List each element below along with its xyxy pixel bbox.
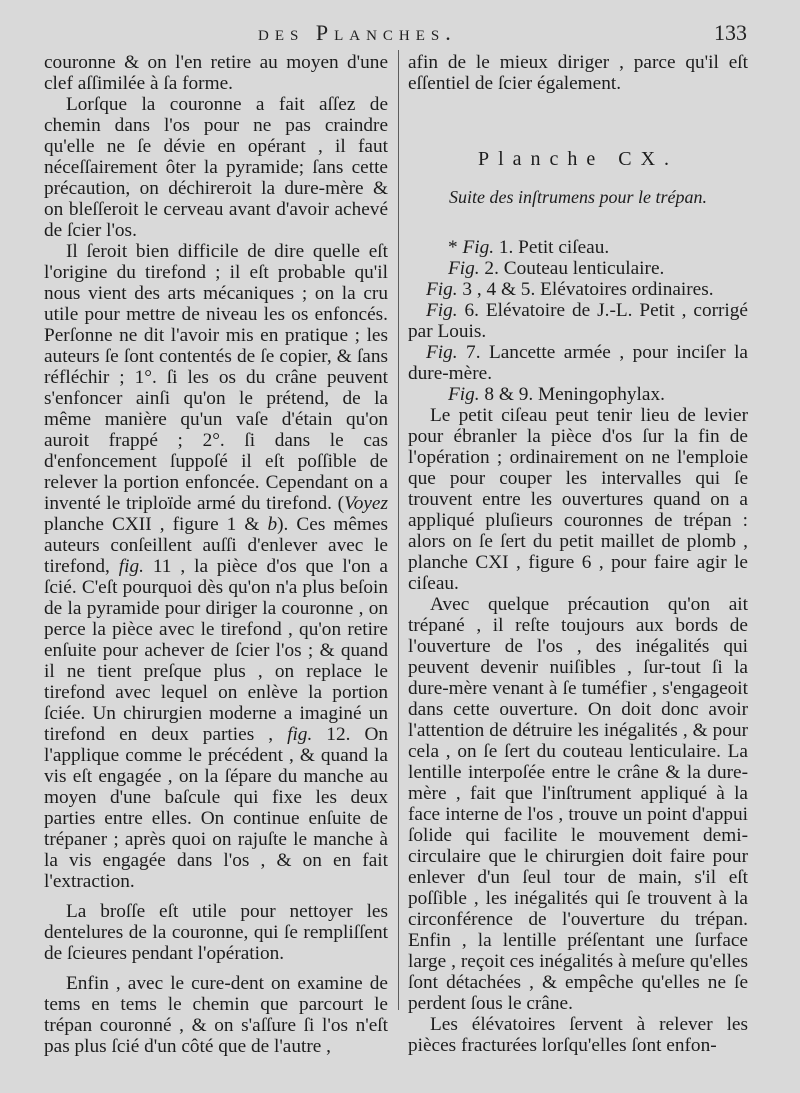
figure-label: Fig. [462,237,495,258]
figure-label: Fig. [426,300,458,321]
figure-text: 7. Lancette armée , pour inciſer la dure-mère. [408,342,748,384]
paragraph: afin de le mieux diriger , parce qu'il eſt eſſentiel de ſcier également. [408,52,748,94]
figure-marker: * [448,237,463,258]
text-run: fig. [287,724,313,745]
plate-subtitle: Suite des inſtrumens pour le trépan. [449,187,707,207]
figure-text: 8 & 9. Meningophylax. [479,384,665,405]
column-divider [398,50,399,1010]
paragraph: couronne & on l'en retire au moyen d'une clef aſſimilée à ſa forme. [44,52,388,94]
figure-list [408,237,748,405]
figure-label: Fig. [426,279,458,300]
plate-title: Planche CX. [477,148,679,170]
text-run: 12. On l'applique comme le précédent , & quand la vis eſt engagée , on la ſépare du manche au moyen d'une baſcule qui fixe les deux parties entre elles. On continue enſuite de trépaner ; après quoi on rajuſte le manche à la vis engagée dans l'os , & on en fait l'extraction. [44,724,389,892]
figure-item [408,300,748,342]
text-run: Voyez [344,493,388,514]
left-column [44,52,388,1057]
figure-label: Fig. [448,384,480,405]
text-run: planche CXII , figure 1 & [44,514,268,535]
text-run: Il ſeroit bien difficile de dire quelle eſt l'origine du tirefond ; il eſt probable qu'il nous vient des arts mécaniques ; on la cru utile pour mettre de niveau les os enfoncés. Perſonne ne dit l'avoir mis en pratique ; les auteurs ſe ſont contentés de ſe copier, & ſans réfléchir ; 1°. ſi les os du crâne peuvent s'enfoncer ainſi qu'on le prétend, de la même manière qu'un vaſe d'étain qu'on auroit frappé ; 2°. ſi dans le cas d'enfoncement ſuppoſé il eſt poſſible de relever la portion enfoncée. Cependant on a inventé le triploïde armé du tirefond. ( [44,241,388,514]
running-title: des Planches. [258,20,457,45]
paragraph: Enfin , avec le cure-dent on examine de tems en tems le chemin que parcourt le trépan couronné , & on s'aſſure ſi l'os n'eſt pas plus ſcié d'un côté que de l'autre , [44,973,388,1057]
figure-text: 1. Petit ciſeau. [494,237,610,258]
figure-text: 2. Couteau lenticulaire. [479,258,665,279]
figure-text: 3 , 4 & 5. Elévatoires ordinaires. [457,279,714,300]
paragraph: Lorſque la couronne a fait aſſez de chemin dans l'os pour ne pas craindre qu'elle ne ſe dévie en opérant , il faut néceſſairement ôter la pyramide; ſans cette précaution, on déchireroit la dure-mère & on bleſſeroit le cerveau avant d'avoir achevé de ſcier l'os. [44,94,388,241]
text-run: b [267,514,278,535]
paragraph: Les élévatoires ſervent à relever les pièces fracturées lorſqu'elles ſont enfon- [408,1014,748,1056]
paragraph: Avec quelque précaution qu'on ait trépané , il reſte toujours aux bords de l'ouverture de l'os , des inégalités qui peuvent devenir nuiſibles , ſur-tout ſi la dure-mère venant à ſe tuméfier , s'engageoit dans cette ouverture. On doit donc avoir l'attention de détruire les inégalités , & pour cela , on ſe ſert du couteau lenticulaire. La lentille interpoſée entre le crâne & la dure-mère , fait que l'inſtrument appliqué à la face interne de l'os , trouve un point d'appui ſolide qui facilite le mouvement demi-circulaire que le chirurgien doit faire pour enlever d'un ſeul tour de main, s'il eſt poſſible , les inégalités qui ſe trouvent à la circonférence de l'ouverture du trépan. Enfin , la lentille préſentant une ſurface large , reçoit ces inégalités à meſure qu'elles ſont détachées , & empêche qu'elles ne ſe perdent ſous le crâne. [408,594,748,1014]
figure-label: Fig. [448,258,480,279]
figure-item [408,258,748,279]
figure-item [408,237,748,258]
paragraph: Le petit ciſeau peut tenir lieu de levier pour ébranler la pièce d'os ſur la fin de l'opération ; ordinairement on ne l'emploie que pour couper les intervalles qui ſe trouvent entre les ouvertures quand on a appliqué pluſieurs couronnes de trépan : alors on ſe ſert du petit maillet de plomb , planche CXI , figure 6 , pour faire agir le ciſeau. [408,405,748,594]
figure-text: 6. Elévatoire de J.-L. Petit , corrigé par Louis. [408,300,748,342]
text-run: 11 , la pièce d'os que l'on a ſcié. C'eſt pourquoi dès qu'on n'a plus beſoin de la pyramide pour diriger la couronne , on perce la pièce avec le tirefond , qu'on retire enſuite pour achever de ſcier l'os ; & quand il ne tient preſque plus , on replace le tirefond avec lequel on enlève la portion ſciée. Un chirurgien moderne a imaginé un tirefond en deux parties , [44,556,388,745]
paragraph: La broſſe eſt utile pour nettoyer les dentelures de la couronne, qui ſe rempliſſent de ſcieures pendant l'opération. [44,901,388,964]
figure-label: Fig. [426,342,458,363]
figure-item [408,342,748,384]
figure-item [408,384,748,405]
right-column [408,52,748,1056]
spacer [44,964,388,973]
spacer [44,892,388,901]
paragraph [44,241,388,892]
text-run: ). Ces mêmes auteurs conſeillent auſſi d'enlever avec le tirefond, [44,514,388,577]
figure-item [408,279,748,300]
text-run: fig. [118,556,144,577]
page-number: 133 [714,20,747,45]
